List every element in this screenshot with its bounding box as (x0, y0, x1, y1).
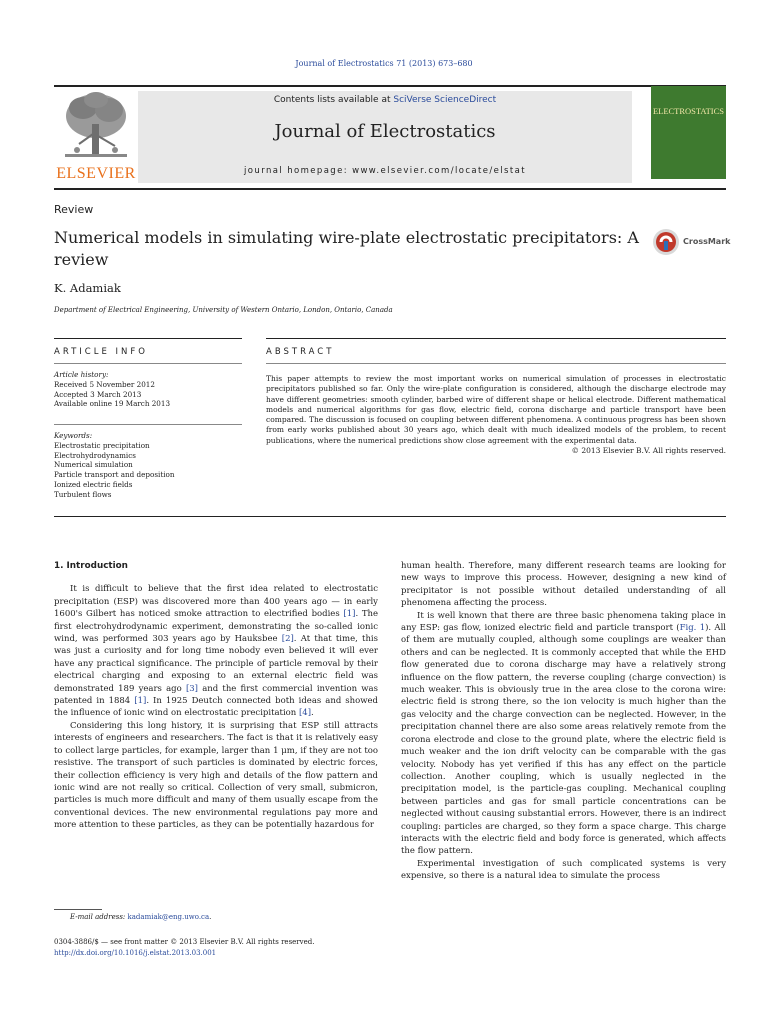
keyword-item: Electrohydrodynamics (54, 450, 136, 460)
abstract-copyright: © 2013 Elsevier B.V. All rights reserved. (571, 446, 726, 456)
author-affiliation: Department of Electrical Engineering, University of Western Ontario, London, Ontario, Canada (54, 306, 393, 314)
elsevier-logo-text: ELSEVIER (56, 165, 136, 182)
front-matter-note: 0304-3886/$ — see front matter © 2013 Elsevier B.V. All rights reserved. (54, 938, 315, 946)
citation-link[interactable]: [3] (185, 683, 198, 694)
article-info-heading: ARTICLE INFO (54, 347, 148, 357)
body-left-column (54, 560, 378, 832)
abstract-body: This paper attempts to review the most important works on numerical simulation of processes in electrostatic precipitators published so far. Only the wire-plate configuration is considered, although the discharge electrode may have different geometries: smooth cylinder, barbed wire of different shape or helical electrode. Different mathematical models and numerical algorithms for gas flow, electric field, corona discharge and particle transport have been compared. The discussion is focused on coupling between different phenomena. A continuous progress has been shown from early works published about 30 years ago, which dealt with much idealized models of the problem, to recent publications, where the numerical predictions show close agreement with the experimental data. (266, 374, 726, 445)
keyword-item: Turbulent flows (54, 489, 112, 499)
article-info-rule (54, 338, 242, 339)
keywords-list (54, 431, 244, 500)
email-footnote: E-mail address: kadamiak@eng.uwo.ca. (70, 913, 212, 921)
body-right-column (401, 560, 726, 883)
abstract-rule (266, 338, 726, 339)
crossmark-label[interactable]: CrossMark (683, 237, 731, 246)
history-accepted: Accepted 3 March 2013 (54, 389, 142, 399)
sciencedirect-link[interactable]: SciVerse ScienceDirect (393, 95, 497, 105)
figure-link[interactable]: Fig. 1 (679, 623, 706, 634)
section-heading-introduction: 1. Introduction (54, 561, 128, 571)
article-history-label: Article history: (54, 370, 109, 379)
intro-paragraph-2: Considering this long history, it is surprising that ESP still attracts interests of engineers and researchers. The fact is that it is relatively easy to collect large particles, for example, larger than 1 μm, if they are not too resistive. The transport of such particles is dominated by electric forces, their collection efficiency is very high and details of the flow pattern and ionic wind are not really so critical. Collection of very small, submicron, particles is much more difficult and many of them usually escape from the conventional devices. The new environmental regulations pay more and more attention to these particles, as they can be potentially hazardous for (54, 720, 378, 831)
keyword-item: Particle transport and deposition (54, 470, 175, 480)
citation-link[interactable]: [1] (134, 696, 147, 707)
header-bottom-rule (54, 188, 726, 190)
history-received: Received 5 November 2012 (54, 379, 155, 389)
abstract-heading: ABSTRACT (266, 347, 335, 357)
email-label: E-mail address: (70, 913, 128, 921)
journal-cover-image (651, 86, 726, 179)
footnote-rule (54, 909, 102, 910)
journal-title: Journal of Electrostatics (274, 121, 496, 142)
journal-reference[interactable]: Journal of Electrostatics 71 (2013) 673–680 (295, 59, 473, 68)
doi-link[interactable]: http://dx.doi.org/10.1016/j.elstat.2013.03.001 (54, 949, 217, 957)
history-online: Available online 19 March 2013 (54, 399, 171, 409)
elsevier-tree-logo-icon (57, 86, 135, 164)
header-top-rule (54, 85, 726, 87)
citation-link[interactable]: [4] (298, 708, 312, 719)
crossmark-icon[interactable] (652, 228, 680, 256)
article-history (54, 370, 244, 409)
keyword-item: Electrostatic precipitation (54, 440, 150, 450)
paper-title: Numerical models in simulating wire-plate electrostatic precipitators: A review (54, 228, 639, 269)
article-info-subrule (54, 363, 242, 364)
citation-link[interactable]: [1] (343, 609, 356, 620)
keyword-item: Numerical simulation (54, 460, 133, 470)
article-type: Review (54, 203, 94, 216)
front-matter-rule (54, 516, 726, 517)
keyword-item: Ionized electric fields (54, 479, 133, 489)
author-name: K. Adamiak (54, 281, 121, 295)
intro-paragraph-3: human health. Therefore, many different research teams are looking for new ways to improve this process. However, designing a new kind of precipitator is not possible without detailed understanding of all phenomena affecting the process. (401, 561, 726, 609)
keywords-label: Keywords: (54, 431, 93, 440)
intro-paragraph-1: It is difficult to believe that the first idea related to electrostatic precipitation (ESP) was discovered more than 400 years ago — in early 1600's Gilbert has noticed smoke attraction to electrified bodies [1]. The first electrohydrodynamic experiment, demonstrating the so-called ionic wind, was performed 303 years ago by Hauksbee [2]. At that time, this was just a curiosity and for long time nobody even believed it will ever have any practical significance. The principle of particle removal by their electrical charging and exposing to an external electric field was demonstrated 189 years ago [3] and the first commercial invention was patented in 1884 [1]. In 1925 Deutch connected both ideas and showed the influence of ionic wind on electrostatic precipitation [4]. (54, 584, 379, 719)
contents-prefix: Contents lists available at (273, 95, 394, 105)
journal-cover-title: ELECTROSTATICS (652, 106, 725, 116)
contents-line (138, 95, 632, 105)
keywords-rule (54, 424, 242, 425)
intro-paragraph-5: Experimental investigation of such complicated systems is very expensive, so there is a natural idea to simulate the process (401, 858, 726, 882)
intro-paragraph-4: It is well known that there are three basic phenomena taking place in any ESP: gas flow, ionized electric field and particle transport (Fig. 1). All of them are mutually coupled, although some couplings are weaker than others and can be neglected. It is commonly accepted that while the EHD flow generated due to corona discharge may have a relatively strong influence on the flow pattern, the reverse coupling (charge convection) is much weaker. This is obviously true in the area close to the corona wire: electric field is strong there, so the ion velocity is much higher than the gas velocity and the charge convection can be neglected. However, in the precipitation channel there are also some areas relatively remote from the corona electrode and close to the ground plate, where the electric field is much weaker and the ion drift velocity can be comparable with the gas velocity. Nobody has yet verified if this has any effect on the particle collection. Another coupling, which is usually neglected in the precipitation model, is the particle-gas coupling. Mechanical coupling between particles and gas for small particle concentrations can be neglected without causing substantial errors. However, there is an indirect coupling: particles are charged, so they form a space charge. This charge interacts with the electric field and body force is generated, which affects the flow pattern. (401, 610, 727, 857)
abstract-subrule (266, 363, 726, 364)
citation-link[interactable]: [2] (281, 634, 294, 645)
abstract-text (266, 374, 726, 456)
author-email-link[interactable]: kadamiak@eng.uwo.ca (127, 913, 210, 921)
journal-homepage[interactable]: journal homepage: www.elsevier.com/locate/elstat (244, 166, 526, 176)
